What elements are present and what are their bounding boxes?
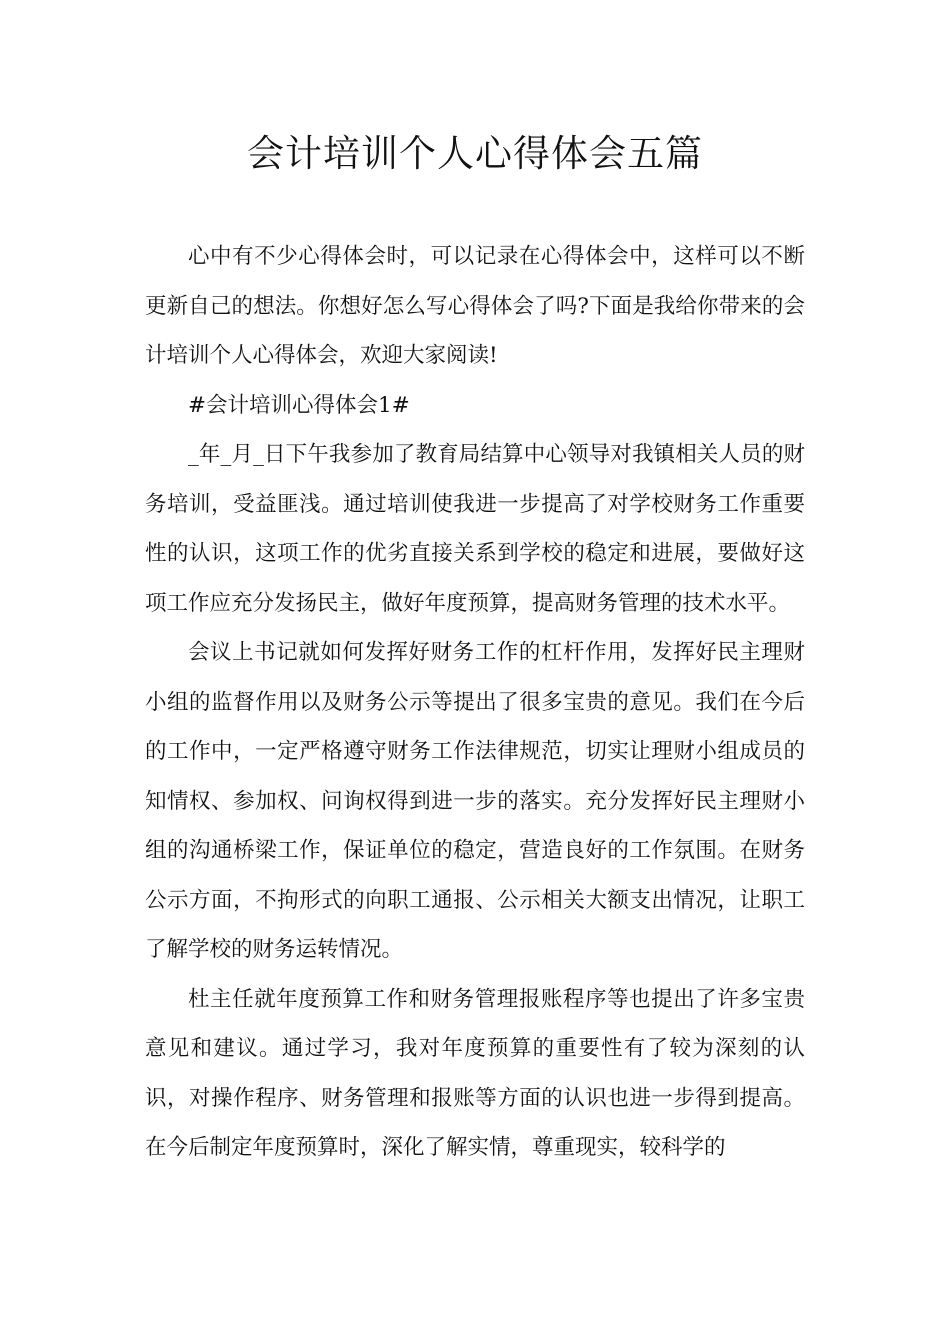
body-paragraph: _年_月_日下午我参加了教育局结算中心领导对我镇相关人员的财务培训，受益匪浅。通过培训使我进一步提高了对学校财务工作重要性的认识，这项工作的优劣直接关系到学校的稳定和进展，要做好这项工作应充分发扬民主，做好年度预算，提高财务管理的技术水平。 <box>145 442 805 616</box>
section-heading: #会计培训心得体会1# <box>188 392 410 418</box>
body-paragraph: 杜主任就年度预算工作和财务管理报账程序等也提出了许多宝贵意见和建议。通过学习，我对年度预算的重要性有了较为深刻的认识，对操作程序、财务管理和报账等方面的认识也进一步得到提高。在今后制定年度预算时，深化了解实情，尊重现实，较科学的 <box>145 986 805 1160</box>
document-title: 会计培训个人心得体会五篇 <box>247 132 703 175</box>
intro-paragraph: 心中有不少心得体会时，可以记录在心得体会中，这样可以不断更新自己的想法。你想好怎么写心得体会了吗?下面是我给你带来的会计培训个人心得体会，欢迎大家阅读! <box>145 244 805 368</box>
document-body <box>145 232 805 1173</box>
body-paragraph: 会议上书记就如何发挥好财务工作的杠杆作用，发挥好民主理财小组的监督作用以及财务公示等提出了很多宝贵的意见。我们在今后的工作中，一定严格遵守财务工作法律规范，切实让理财小组成员的知情权、参加权、问询权得到进一步的落实。充分发挥好民主理财小组的沟通桥梁工作，保证单位的稳定，营造良好的工作氛围。在财务公示方面，不拘形式的向职工通报、公示相关大额支出情况，让职工了解学校的财务运转情况。 <box>145 640 805 962</box>
